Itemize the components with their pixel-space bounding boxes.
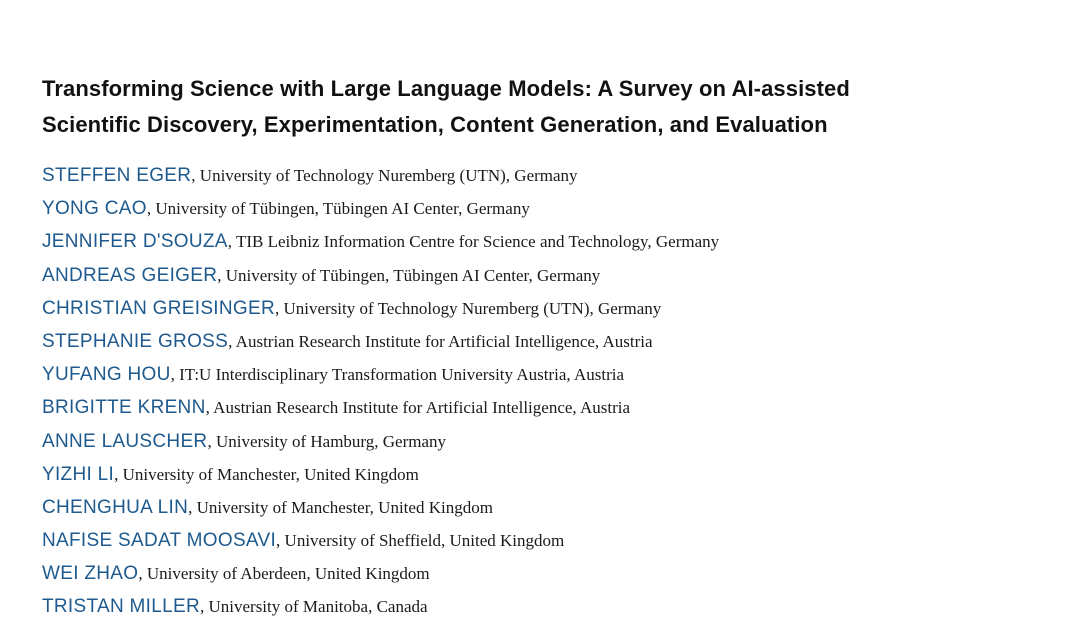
author-entry	[42, 590, 1042, 623]
author-name: WEI ZHAO	[42, 563, 139, 585]
author-name: YUFANG HOU	[42, 364, 171, 386]
author-name: NAFISE SADAT MOOSAVI	[42, 530, 277, 552]
author-affiliation: , Austrian Research Institute for Artificial Intelligence, Austria	[228, 331, 653, 351]
author-name: CHENGHUA LIN	[42, 496, 189, 518]
author-name: STEPHANIE GROSS	[42, 330, 229, 352]
author-entry	[42, 391, 1042, 424]
author-entry	[42, 259, 1042, 292]
author-affiliation: , University of Hamburg, Germany	[207, 431, 447, 451]
author-entry	[42, 491, 1042, 524]
author-entry	[42, 325, 1042, 358]
author-name: CHRISTIAN GREISINGER	[42, 297, 275, 319]
author-affiliation: , Austrian Research Institute for Artificial Intelligence, Austria	[205, 398, 631, 418]
author-name: BRIGITTE KRENN	[42, 397, 206, 419]
author-entry	[42, 225, 1042, 258]
author-entry	[42, 159, 1042, 192]
author-affiliation: , University of Technology Nuremberg (UTN), Germany	[274, 298, 662, 318]
author-affiliation: , TIB Leibniz Information Centre for Science and Technology, Germany	[227, 232, 720, 252]
author-entry	[42, 557, 1042, 590]
author-list	[42, 159, 1042, 624]
paper-title	[42, 71, 1042, 143]
author-affiliation: , University of Sheffield, United Kingdom	[276, 531, 565, 551]
author-name: YONG CAO	[42, 198, 147, 220]
author-entry	[42, 458, 1042, 491]
author-affiliation: , University of Technology Nuremberg (UTN), Germany	[191, 166, 578, 185]
author-entry	[42, 425, 1042, 458]
author-affiliation: , University of Tübingen, Tübingen AI Center, Germany	[217, 265, 601, 285]
author-name: STEFFEN EGER	[42, 165, 192, 186]
paper-title-line-2: Scientific Discovery, Experimentation, Content Generation, and Evaluation	[42, 112, 828, 137]
author-entry	[42, 292, 1042, 325]
author-name: ANNE LAUSCHER	[42, 430, 208, 452]
author-affiliation: , University of Manitoba, Canada	[199, 597, 428, 617]
author-name: ANDREAS GEIGER	[42, 264, 218, 286]
author-entry	[42, 192, 1042, 225]
author-affiliation: , University of Tübingen, Tübingen AI Center, Germany	[146, 199, 530, 219]
author-affiliation: , University of Aberdeen, United Kingdom	[138, 564, 430, 584]
author-name: TRISTAN MILLER	[42, 596, 200, 618]
author-affiliation: , University of Manchester, United Kingdom	[114, 464, 419, 484]
author-affiliation: , IT:U Interdisciplinary Transformation University Austria, Austria	[170, 365, 624, 385]
author-affiliation: , University of Manchester, United Kingdom	[188, 497, 493, 517]
author-entry	[42, 524, 1042, 557]
author-name: JENNIFER D'SOUZA	[42, 231, 228, 253]
author-name: YIZHI LI	[42, 463, 115, 485]
paper-title-line-1: Transforming Science with Large Language Models: A Survey on AI-assisted	[42, 76, 850, 101]
author-entry	[42, 358, 1042, 391]
